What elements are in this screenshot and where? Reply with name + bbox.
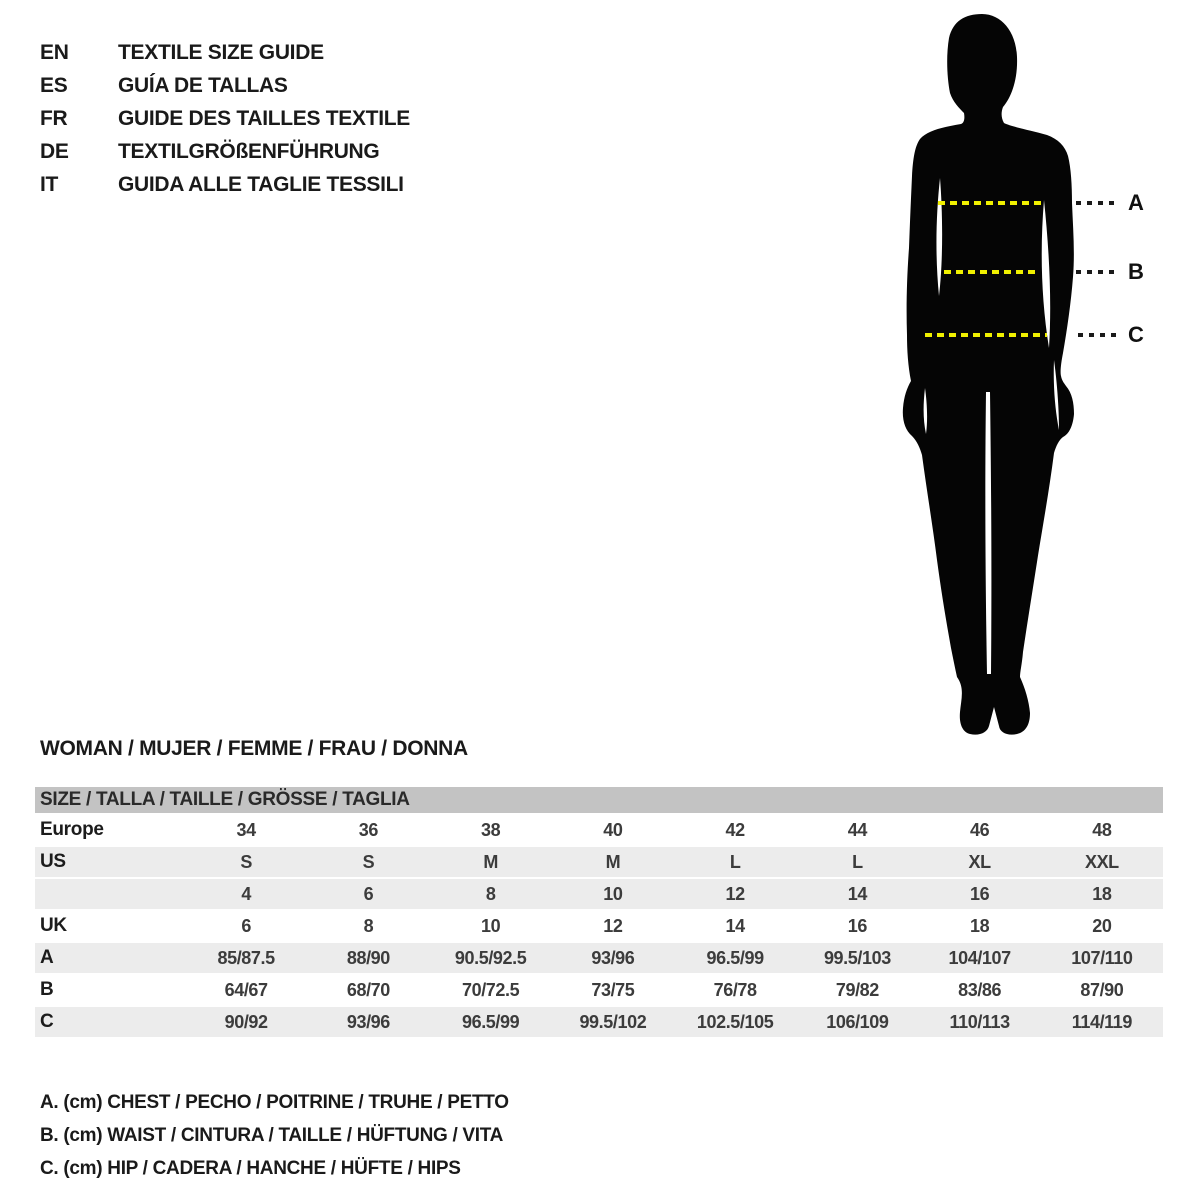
- cell: 68/70: [346, 979, 390, 1000]
- hip-measure-dash-yellow: [925, 333, 1047, 337]
- table-row-us: [35, 847, 1163, 877]
- cell: M: [605, 851, 621, 872]
- cell: 40: [603, 819, 623, 840]
- cell: 90.5/92.5: [454, 947, 527, 968]
- row-label: A: [40, 947, 54, 968]
- language-code: FR: [40, 106, 68, 130]
- chest-measure-dash-black: [1076, 201, 1116, 205]
- cell: 99.5/102: [579, 1011, 647, 1032]
- table-row-europe: [35, 815, 1163, 845]
- language-row-de: [40, 135, 410, 168]
- cell: 12: [725, 883, 745, 904]
- cell: 79/82: [835, 979, 879, 1000]
- cell: 14: [847, 883, 867, 904]
- language-code: ES: [40, 73, 68, 97]
- cell: 73/75: [591, 979, 635, 1000]
- cell: 106/109: [826, 1011, 889, 1032]
- cell: 10: [603, 883, 623, 904]
- waist-measure-dash-yellow: [944, 270, 1038, 274]
- cell: 6: [363, 883, 374, 904]
- section-title-woman: WOMAN / MUJER / FEMME / FRAU / DONNA: [40, 737, 468, 760]
- cell: 64/67: [224, 979, 268, 1000]
- cell: 107/110: [1071, 947, 1133, 968]
- chest-measure-dash-yellow: [938, 201, 1046, 205]
- waist-measure-dash-black: [1076, 270, 1116, 274]
- cell: 99.5/103: [823, 947, 891, 968]
- cell: 42: [725, 819, 745, 840]
- cell: XL: [968, 851, 991, 872]
- cell: 4: [241, 883, 251, 904]
- size-table: [35, 787, 1163, 1039]
- cell: 38: [481, 819, 501, 840]
- size-table-header: SIZE / TALLA / TAILLE / GRÖSSE / TAGLIA: [35, 787, 1163, 813]
- cell: L: [729, 851, 741, 872]
- language-code: DE: [40, 139, 69, 163]
- cell: 12: [603, 915, 623, 936]
- table-row-waist-b: [35, 975, 1163, 1005]
- measurement-legend: [40, 1086, 509, 1185]
- legend-hip: C. (cm) HIP / CADERA / HANCHE / HÜFTE / HIPS: [40, 1157, 461, 1179]
- row-label: Europe: [40, 819, 104, 840]
- cell: 18: [970, 915, 990, 936]
- cell: 48: [1092, 819, 1112, 840]
- cell: 70/72.5: [461, 979, 520, 1000]
- language-label: GUIDE DES TAILLES TEXTILE: [118, 106, 410, 130]
- language-title-block: [40, 36, 410, 201]
- cell: 102.5/105: [696, 1011, 774, 1032]
- language-label: TEXTILE SIZE GUIDE: [118, 40, 324, 64]
- cell: 83/86: [958, 979, 1002, 1000]
- row-label: C: [40, 1011, 54, 1032]
- table-row-us-numeric: [35, 879, 1163, 909]
- row-label: B: [40, 979, 54, 1000]
- cell: 114/119: [1071, 1011, 1133, 1032]
- cell: 104/107: [948, 947, 1011, 968]
- cell: 96.5/99: [706, 947, 764, 968]
- cell: 8: [363, 915, 374, 936]
- table-row-chest-a: [35, 943, 1163, 973]
- legend-waist: B. (cm) WAIST / CINTURA / TAILLE / HÜFTUNG / VITA: [40, 1124, 504, 1146]
- language-row-it: [40, 168, 410, 201]
- cell: 44: [847, 819, 867, 840]
- cell: 10: [481, 915, 501, 936]
- row-label: UK: [40, 915, 67, 936]
- cell: 88/90: [346, 947, 390, 968]
- cell: M: [483, 851, 498, 872]
- cell: L: [852, 851, 863, 872]
- cell: 18: [1092, 883, 1112, 904]
- language-row-en: [40, 36, 410, 69]
- language-label: GUIDA ALLE TAGLIE TESSILI: [118, 172, 404, 196]
- cell: 46: [970, 819, 990, 840]
- language-code: EN: [40, 40, 69, 64]
- measure-label-b: B: [1128, 259, 1144, 284]
- cell: 34: [236, 819, 256, 840]
- row-label: US: [40, 851, 66, 872]
- cell: 20: [1092, 915, 1112, 936]
- woman-silhouette-icon: [860, 0, 1200, 760]
- cell: 93/96: [591, 947, 635, 968]
- language-code: IT: [40, 172, 59, 196]
- hip-measure-dash-black: [1078, 333, 1116, 337]
- language-row-es: [40, 69, 410, 102]
- cell: 93/96: [346, 1011, 390, 1032]
- cell: S: [362, 851, 375, 872]
- cell: S: [240, 851, 252, 872]
- language-row-fr: [40, 102, 410, 135]
- legend-chest: A. (cm) CHEST / PECHO / POITRINE / TRUHE / PETTO: [40, 1091, 509, 1113]
- table-row-uk: [35, 911, 1163, 941]
- cell: 90/92: [224, 1011, 268, 1032]
- cell: 110/113: [949, 1011, 1010, 1032]
- cell: 6: [241, 915, 251, 936]
- cell: XXL: [1084, 851, 1119, 872]
- cell: 36: [358, 819, 378, 840]
- measure-label-c: C: [1128, 322, 1144, 347]
- cell: 85/87.5: [217, 947, 275, 968]
- cell: 16: [970, 883, 990, 904]
- language-label: TEXTILGRÖßENFÜHRUNG: [118, 139, 380, 163]
- cell: 14: [725, 915, 745, 936]
- cell: 8: [485, 883, 496, 904]
- cell: 16: [847, 915, 867, 936]
- cell: 96.5/99: [461, 1011, 520, 1032]
- cell: 87/90: [1080, 979, 1124, 1000]
- language-label: GUÍA DE TALLAS: [118, 73, 288, 97]
- cell: 76/78: [713, 979, 757, 1000]
- measure-label-a: A: [1128, 190, 1144, 215]
- table-row-hip-c: [35, 1007, 1163, 1037]
